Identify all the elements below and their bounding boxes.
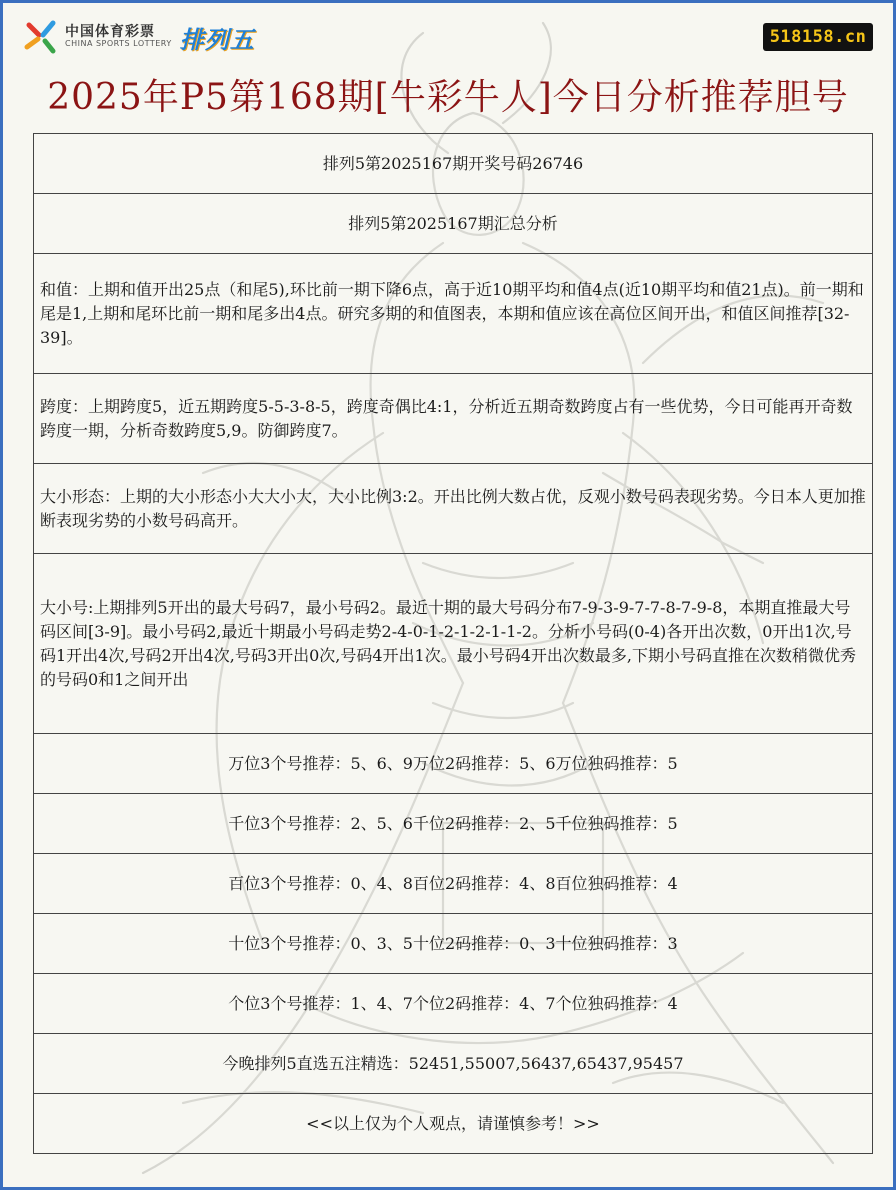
table-row bbox=[34, 554, 873, 734]
ge-recommendation: 个位3个号推荐：1、4、7个位2码推荐：4、7个位独码推荐：4 bbox=[34, 974, 873, 1034]
table-row bbox=[34, 374, 873, 464]
page-title: 2025年P5第168期[牛彩牛人]今日分析推荐胆号 bbox=[47, 77, 849, 118]
logo-brand: 排列五 bbox=[179, 25, 255, 54]
draw-result: 排列5第2025167期开奖号码26746 bbox=[34, 134, 873, 194]
table-row bbox=[34, 1094, 873, 1154]
size-numbers: 大小号:上期排列5开出的最大号码7，最小号码2。最近十期的最大号码分布7-9-3-9-7-7-8-7-9-8，本期直推最大号码区间[3-9]。最小号码2,最近十期最小号码走势2-4-0-1-2-1-2-1-1-2。分析小号码(0-4)各开出次数，0开出1次,号码1开出4次,号码2开出4次,号码3开出0次,号码4开出1次。最小号码4开出次数最多,下期小号码直推在次数稍微优秀的号码0和1之间开出 bbox=[34, 554, 873, 734]
site-badge[interactable]: 518158.cn bbox=[763, 23, 873, 51]
size-pattern: 大小形态：上期的大小形态小大大小大，大小比例3:2。开出比例大数占优，反观小数号码表现劣势。今日本人更加推断表现劣势的小数号码高开。 bbox=[34, 464, 873, 554]
wan-recommendation: 万位3个号推荐：5、6、9万位2码推荐：5、6万位独码推荐：5 bbox=[34, 734, 873, 794]
disclaimer: <<以上仅为个人观点，请谨慎参考！>> bbox=[34, 1094, 873, 1154]
tonight-picks: 今晚排列5直选五注精选：52451,55007,56437,65437,95457 bbox=[34, 1034, 873, 1094]
table-row bbox=[34, 854, 873, 914]
table-row bbox=[34, 974, 873, 1034]
logo-cn: 中国体育彩票 bbox=[65, 23, 155, 40]
table-row bbox=[34, 254, 873, 374]
qian-recommendation: 千位3个号推荐：2、5、6千位2码推荐：2、5千位独码推荐：5 bbox=[34, 794, 873, 854]
table-row bbox=[34, 134, 873, 194]
summary-heading: 排列5第2025167期汇总分析 bbox=[34, 194, 873, 254]
table-row bbox=[34, 914, 873, 974]
table-row bbox=[34, 1034, 873, 1094]
logo-text bbox=[65, 25, 172, 49]
table-row bbox=[34, 464, 873, 554]
bai-recommendation: 百位3个号推荐：0、4、8百位2码推荐：4、8百位独码推荐：4 bbox=[34, 854, 873, 914]
header bbox=[3, 3, 893, 133]
table-row bbox=[34, 194, 873, 254]
table-row bbox=[34, 794, 873, 854]
shi-recommendation: 十位3个号推荐：0、3、5十位2码推荐：0、3十位独码推荐：3 bbox=[34, 914, 873, 974]
analysis-table bbox=[33, 133, 873, 1154]
span-analysis: 跨度：上期跨度5，近五期跨度5-5-3-8-5，跨度奇偶比4:1，分析近五期奇数跨度占有一些优势，今日可能再开奇数跨度一期，分析奇数跨度5,9。防御跨度7。 bbox=[34, 374, 873, 464]
table-row bbox=[34, 734, 873, 794]
lottery-logo-icon bbox=[23, 19, 59, 55]
lottery-logo bbox=[23, 19, 255, 55]
sum-analysis: 和值：上期和值开出25点（和尾5),环比前一期下降6点，高于近10期平均和值4点(近10期平均和值21点)。前一期和尾是1,上期和尾环比前一期和尾多出4点。研究多期的和值图表，本期和值应该在高位区间开出，和值区间推荐[32-39]。 bbox=[34, 254, 873, 374]
logo-en: CHINA SPORTS LOTTERY bbox=[65, 39, 172, 49]
